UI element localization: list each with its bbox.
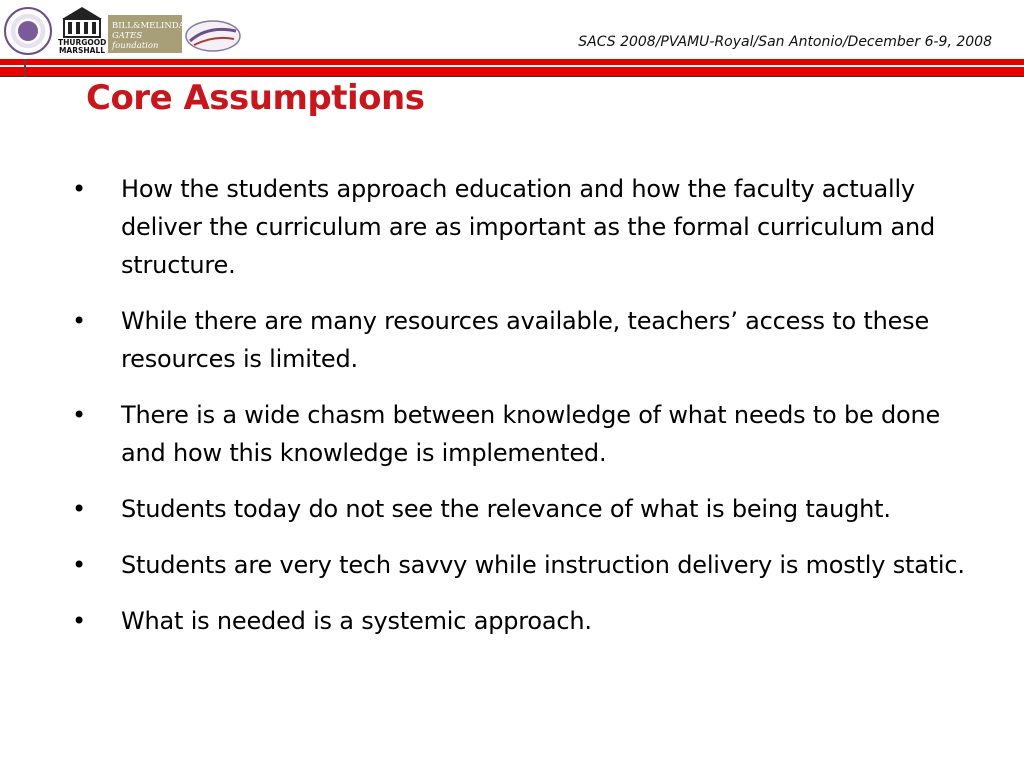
- bullet-text: While there are many resources available, teachers’ access to these resources is limited.: [121, 307, 930, 373]
- thurgood-marshall-text: THURGOOD MARSHALL: [58, 38, 107, 55]
- bullet-icon: •: [72, 175, 87, 203]
- bullet-icon: •: [72, 401, 87, 429]
- bullet-list: [72, 170, 972, 658]
- list-item: [72, 302, 972, 378]
- university-seal-icon: [4, 7, 52, 55]
- seal-emblem: [18, 21, 38, 41]
- building-icon: [58, 5, 106, 39]
- list-item: [72, 396, 972, 472]
- list-item: [72, 602, 972, 640]
- slide-title: Core Assumptions: [86, 78, 425, 118]
- gates-foundation-logo-icon: [108, 15, 185, 53]
- list-item: [72, 170, 972, 284]
- header-rule-stripe: [0, 65, 1024, 67]
- bullet-icon: •: [72, 495, 87, 523]
- bullet-text: Students today do not see the relevance of what is being taught.: [121, 495, 891, 523]
- bullet-text: Students are very tech savvy while instruction delivery is mostly static.: [121, 551, 965, 579]
- gates-line2: GATES foundation: [112, 31, 159, 51]
- bullet-icon: •: [72, 551, 87, 579]
- bullet-text: What is needed is a systemic approach.: [121, 607, 592, 635]
- header-rule-red: [0, 59, 1024, 76]
- bullet-text: There is a wide chasm between knowledge of what needs to be done and how this knowledge is implemented.: [121, 401, 941, 467]
- list-item: [72, 490, 972, 528]
- header-rule-line: [0, 76, 1024, 77]
- bullet-icon: •: [72, 307, 87, 335]
- thurgood-marshall-logo-icon: [58, 5, 106, 59]
- bullet-icon: •: [72, 607, 87, 635]
- swoosh-logo-icon: [184, 19, 242, 53]
- bullet-text: How the students approach education and how the faculty actually deliver the curriculum are as important as the formal curriculum and structure.: [121, 175, 936, 279]
- gates-line1: BILL&MELINDA: [112, 21, 185, 31]
- logo-strip: [4, 5, 244, 60]
- header-rule-tick: [24, 59, 26, 77]
- header-info: SACS 2008/PVAMU-Royal/San Antonio/December 6-9, 2008: [578, 34, 992, 50]
- list-item: [72, 546, 972, 584]
